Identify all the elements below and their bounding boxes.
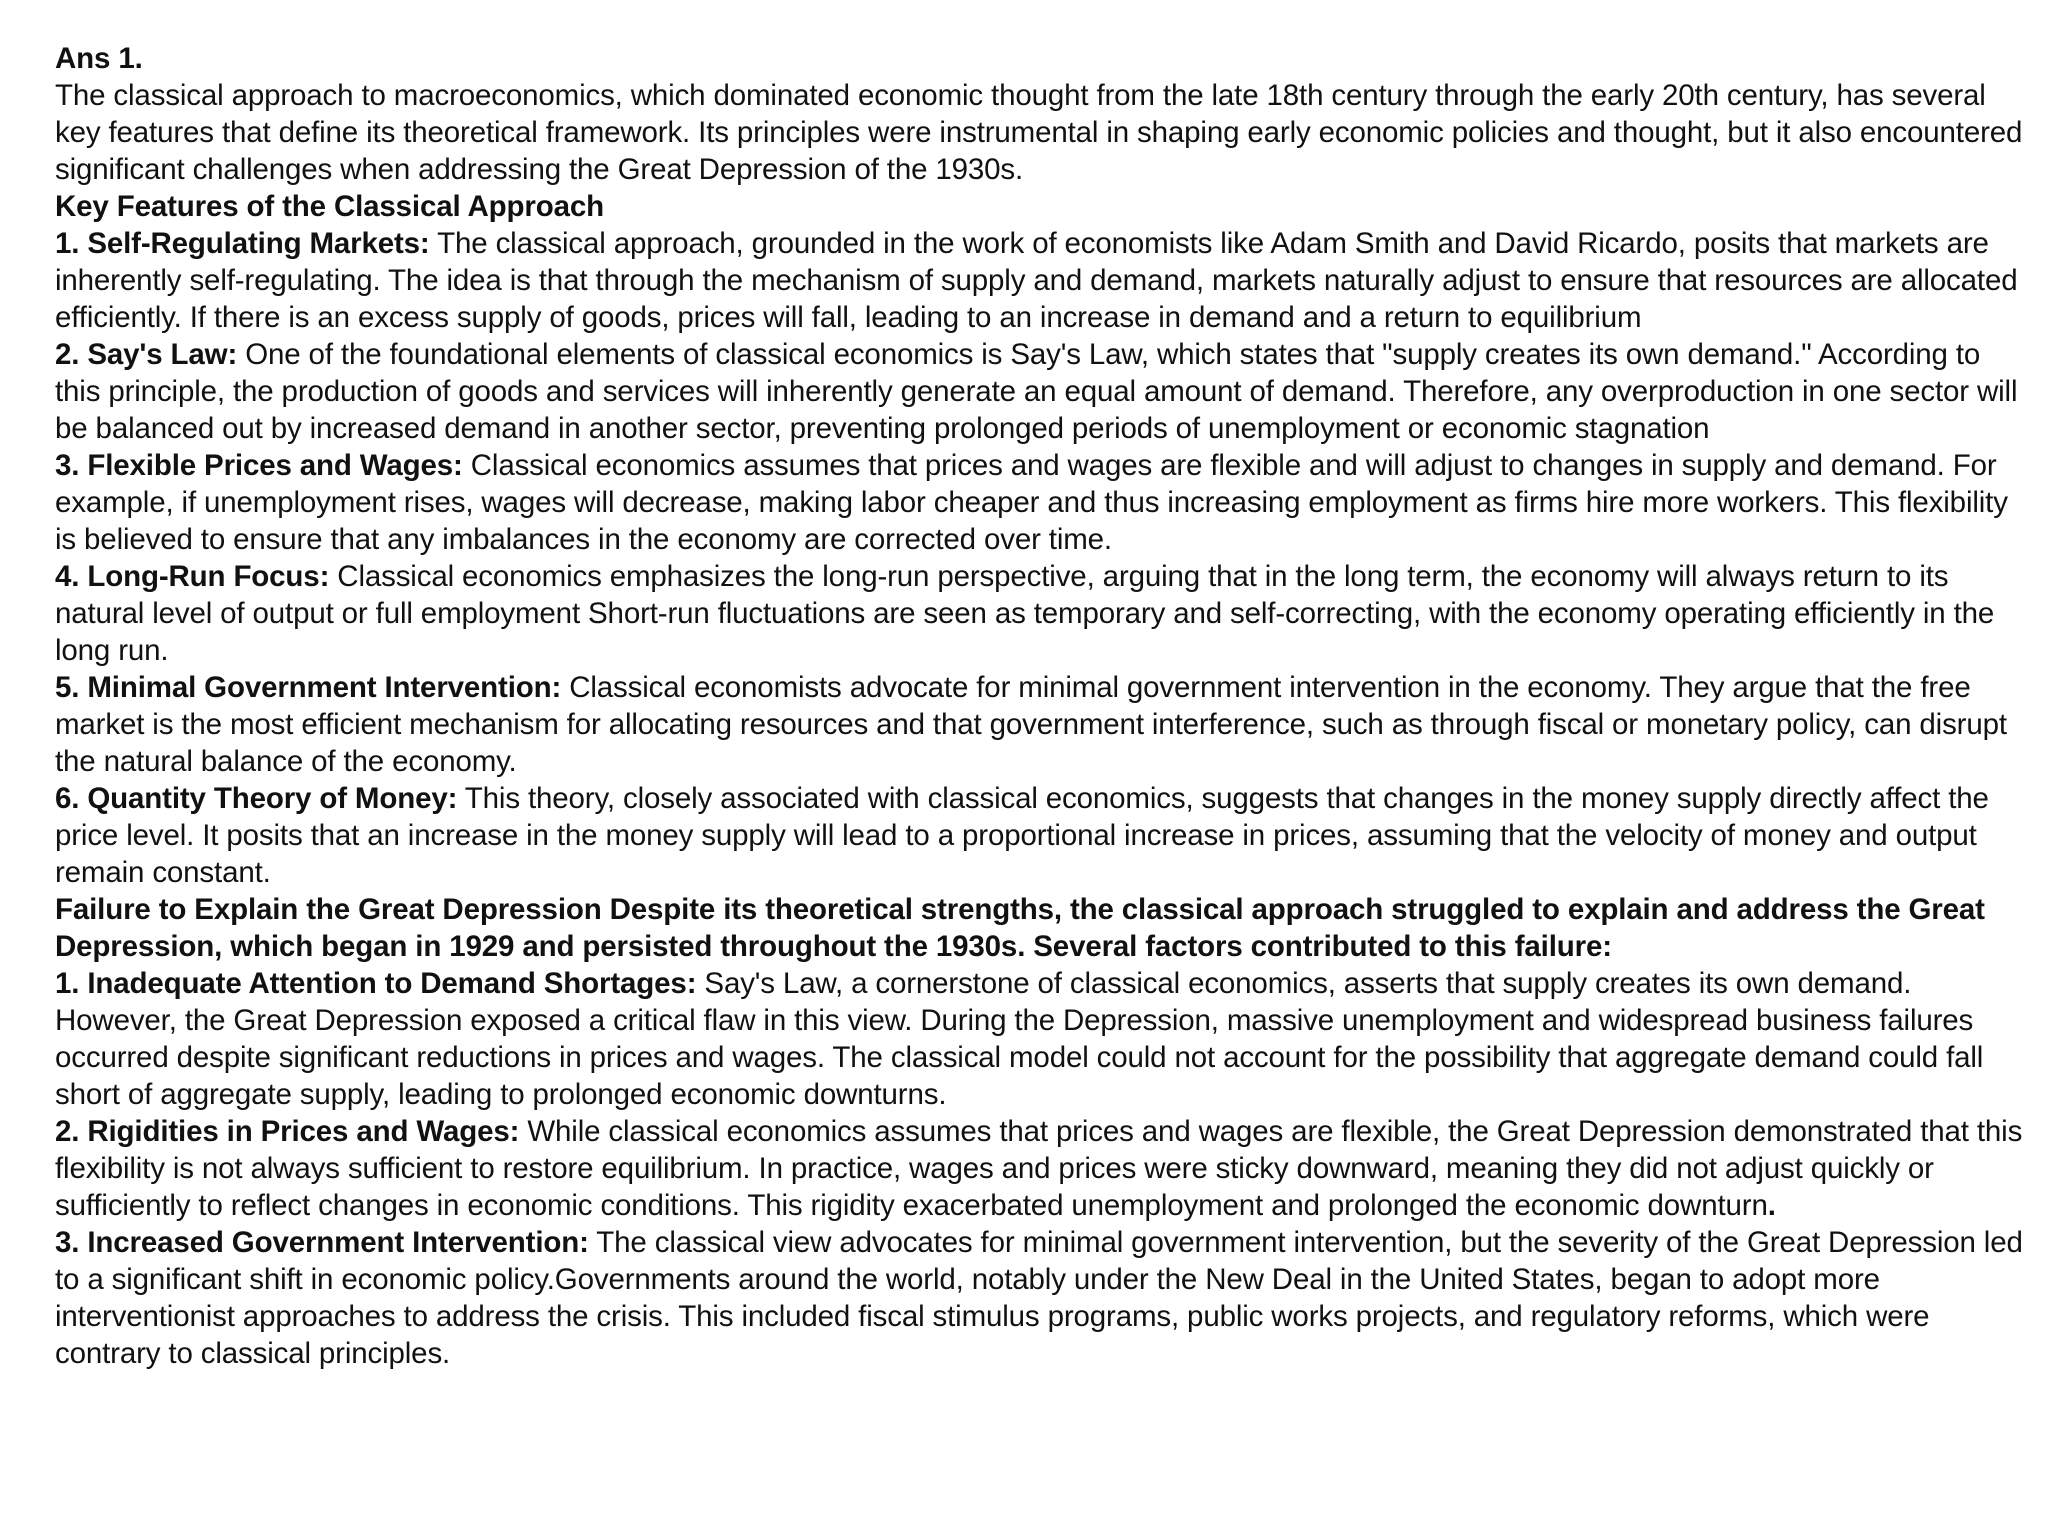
feature-title: 1. Self-Regulating Markets: <box>55 227 430 260</box>
failure-title: 2. Rigidities in Prices and Wages: <box>55 1115 520 1148</box>
failure-tail: . <box>1767 1189 1776 1222</box>
failure-item-rigidities <box>55 1113 2030 1224</box>
failure-title: 1. Inadequate Attention to Demand Shortages: <box>55 967 697 1000</box>
failure-title: 3. Increased Government Intervention: <box>55 1226 589 1259</box>
features-heading: Key Features of the Classical Approach <box>55 190 604 223</box>
feature-title: 3. Flexible Prices and Wages: <box>55 449 463 482</box>
failure-item-demand-shortages <box>55 965 2030 1113</box>
answer-label: Ans 1. <box>55 42 143 75</box>
feature-item-self-regulating-markets <box>55 225 2030 336</box>
failure-heading: Failure to Explain the Great Depression Despite its theoretical strengths, the classical approach struggled to explain and address the Great Depression, which began in 1929 and persisted throughout the 1930s. Several factors contributed to this failure: <box>55 893 1985 963</box>
feature-text: One of the foundational elements of classical economics is Say's Law, which states that "supply creates its own demand." According to this principle, the production of goods and services will inherently generate an equal amount of demand. Therefore, any overproduction in one sector will be balanced out by increased demand in another sector, preventing prolonged periods of unemployment or economic stagnation <box>55 338 2018 445</box>
feature-item-long-run-focus <box>55 558 2030 669</box>
failure-item-government-intervention <box>55 1224 2030 1372</box>
feature-text: The classical approach, grounded in the work of economists like Adam Smith and David Ricardo, posits that markets are inherently self-regulating. The idea is that through the mechanism of supply and demand, markets naturally adjust to ensure that resources are allocated efficiently. If there is an excess supply of goods, prices will fall, leading to an increase in demand and a return to equilibrium <box>55 227 2018 334</box>
failure-text: Say's Law, a cornerstone of classical economics, asserts that supply creates its own demand. However, the Great Depression exposed a critical flaw in this view. During the Depression, massive unemployment and widespread business failures occurred despite significant reductions in prices and wages. The classical model could not account for the possibility that aggregate demand could fall short of aggregate supply, leading to prolonged economic downturns. <box>55 967 1984 1111</box>
feature-title: 6. Quantity Theory of Money: <box>55 782 458 815</box>
feature-text: Classical economists advocate for minimal government intervention in the economy. They argue that the free market is the most efficient mechanism for allocating resources and that government interference, such as through fiscal or monetary policy, can disrupt the natural balance of the economy. <box>55 671 2007 778</box>
failure-text: While classical economics assumes that prices and wages are flexible, the Great Depression demonstrated that this flexibility is not always sufficient to restore equilibrium. In practice, wages and prices were sticky downward, meaning they did not adjust quickly or sufficiently to reflect changes in economic conditions. This rigidity exacerbated unemployment and prolonged the economic downturn <box>55 1115 2023 1222</box>
feature-title: 2. Say's Law: <box>55 338 238 371</box>
feature-item-quantity-theory <box>55 780 2030 891</box>
feature-item-says-law <box>55 336 2030 447</box>
feature-item-flexible-prices <box>55 447 2030 558</box>
document-page <box>55 40 2030 1372</box>
feature-text: Classical economics assumes that prices and wages are flexible and will adjust to changes in supply and demand. For example, if unemployment rises, wages will decrease, making labor cheaper and thus increasing employment as firms hire more workers. This flexibility is believed to ensure that any imbalances in the economy are corrected over time. <box>55 449 2008 556</box>
failure-text: The classical view advocates for minimal government intervention, but the severity of the Great Depression led to a significant shift in economic policy.Governments around the world, notably under the New Deal in the United States, began to adopt more interventionist approaches to address the crisis. This included fiscal stimulus programs, public works projects, and regulatory reforms, which were contrary to classical principles. <box>55 1226 2023 1370</box>
intro-paragraph: The classical approach to macroeconomics, which dominated economic thought from the late 18th century through the early 20th century, has several key features that define its theoretical framework. Its principles were instrumental in shaping early economic policies and thought, but it also encountered significant challenges when addressing the Great Depression of the 1930s. <box>55 79 2023 186</box>
feature-text: Classical economics emphasizes the long-run perspective, arguing that in the long term, the economy will always return to its natural level of output or full employment Short-run fluctuations are seen as temporary and self-correcting, with the economy operating efficiently in the long run. <box>55 560 1995 667</box>
feature-title: 5. Minimal Government Intervention: <box>55 671 562 704</box>
feature-text: This theory, closely associated with classical economics, suggests that changes in the money supply directly affect the price level. It posits that an increase in the money supply will lead to a proportional increase in prices, assuming that the velocity of money and output remain constant. <box>55 782 1989 889</box>
feature-item-minimal-intervention <box>55 669 2030 780</box>
feature-title: 4. Long-Run Focus: <box>55 560 330 593</box>
